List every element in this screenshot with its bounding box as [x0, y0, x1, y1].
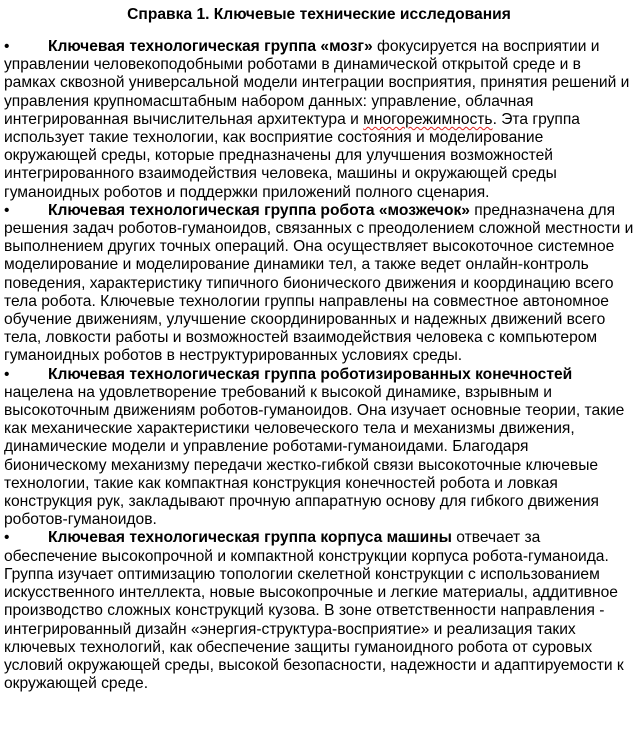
- document-title: Справка 1. Ключевые технические исследования: [127, 6, 511, 23]
- item-lead: Ключевая технологическая группа роботизированных конечностей: [48, 365, 573, 383]
- bullet-icon: •: [4, 38, 10, 55]
- item-lead: Ключевая технологическая группа корпуса машины: [48, 529, 452, 547]
- item-text: нацелена на удовлетворение требований к высокой динамике, взрывным и высокоточным движениям роботов-гуманоидов. Она изучает основные теории, такие как механические характеристики человеческого тела и механизмы движения, динамические модели и управление роботами-гуманоидами. Благодаря бионическому механизму передачи жестко-гибкой связи высокоточные ключевые технологии, такие как компактная конструкция конечностей робота и ловкая конструкция рук, закладывают прочную аппаратную основу для гибкого движения роботов-гуманоидов.: [4, 383, 625, 529]
- item-lead: Ключевая технологическая группа «мозг»: [48, 38, 373, 55]
- bullet-icon: •: [4, 529, 10, 547]
- item-text: фокусируется на восприятии и управлении человекоподобными роботами в динамической открытой среде и в рамках сквозной универсальной модели интеграции восприятия, принятия решений и управления крупномасштабным набором данных: управление, облачная интегрированная вычислительная архитектура и: [4, 38, 630, 128]
- item-text: предназначена для решения задач роботов-гуманоидов, связанных с преодолением сложной местности и выполнением других точных операций. Она осуществляет высокоточное системное моделирование и моделирование динамики тел, а также ведет онлайн-контроль поведения, характеристику типичного бионического движения и координацию всего тела робота. Ключевые технологии группы направлены на совместное автономное обучение движениям, улучшение скоординированных и надежных движений всего тела, ловкости работы и возможностей взаимодействия человека с компьютером гуманоидных роботов в неструктурированных условиях среды.: [4, 201, 634, 365]
- item-lead: Ключевая технологическая группа робота «мозжечок»: [48, 201, 470, 219]
- list-item-cerebellum: [4, 202, 634, 366]
- bullet-icon: •: [4, 201, 10, 219]
- bullet-icon: •: [4, 365, 10, 383]
- list-item-brain: [4, 38, 634, 202]
- item-text-continued: . Эта группа использует такие технологии, как восприятие состояния и моделирование окружающей среды, которые предназначены для улучшения возможностей интегрированного взаимодействия человека, машины и окружающей среды гуманоидных роботов и поддержки приложений полного сценария.: [4, 110, 580, 201]
- item-text: отвечает за обеспечение высокопрочной и компактной конструкции корпуса робота-гуманоида. Группа изучает оптимизацию топологии скелетной конструкции с использованием искусственного интеллекта, новые высокопрочные и легкие материалы, аддитивное производство сложных конструкций кузова. В зоне ответственности направления - интегрированный дизайн «энергия-структура-восприятие» и реализация таких ключевых технологий, как обеспечение защиты гуманоидного робота от суровых условий окружающей среды, высокой безопасности, надежности и адаптируемости к окружающей среде.: [4, 529, 624, 693]
- spellcheck-flagged-word: многорежимность: [363, 110, 493, 128]
- list-item-body: [4, 529, 634, 693]
- list-item-limbs: [4, 366, 634, 530]
